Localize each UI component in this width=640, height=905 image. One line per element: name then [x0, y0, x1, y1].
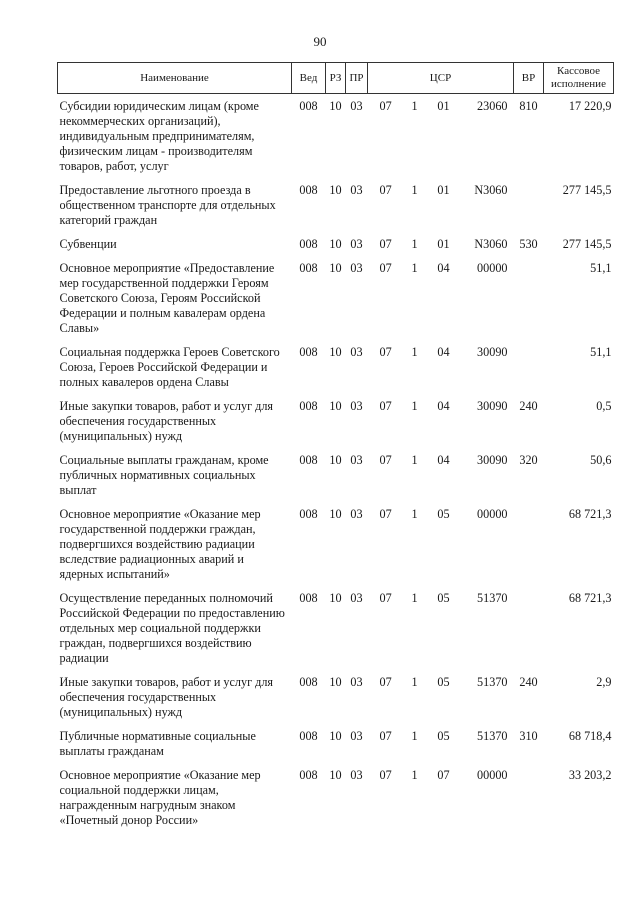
csr-code	[370, 99, 512, 114]
row-pr-cell: 03	[350, 399, 363, 413]
row-csr-cell	[368, 94, 514, 179]
table-row	[58, 178, 614, 232]
csr-code	[370, 237, 512, 252]
table-row	[58, 340, 614, 394]
csr-direction: 51370	[477, 675, 508, 689]
row-vr-cell: 240	[519, 399, 538, 413]
header-name: Наименование	[58, 63, 292, 94]
row-ved-cell: 008	[299, 453, 318, 467]
header-vr: ВР	[514, 63, 544, 94]
row-rz-cell: 10	[329, 768, 342, 782]
row-amount-cell: 68 721,3	[568, 591, 612, 605]
csr-code	[370, 183, 512, 198]
csr-event: 07	[437, 768, 450, 782]
row-amount-cell: 51,1	[590, 261, 612, 275]
row-ved-cell: 008	[299, 768, 318, 782]
csr-subprogram: 1	[411, 183, 418, 197]
row-pr-cell: 03	[350, 591, 363, 605]
csr-program: 07	[379, 399, 392, 413]
row-name-cell: Субсидии юридическим лицам (кроме некоммерческих организаций), индивидуальным предпринимателям, физическим лицам - производителям товаров, работ, услуг	[59, 99, 259, 173]
csr-event: 04	[437, 345, 450, 359]
table-row	[58, 232, 614, 256]
row-name-cell: Иные закупки товаров, работ и услуг для обеспечения государственных (муниципальных) нужд	[59, 675, 274, 719]
row-name-cell: Субвенции	[59, 237, 117, 251]
row-vr-cell	[514, 256, 544, 340]
csr-subprogram: 1	[411, 729, 418, 743]
row-csr-cell	[368, 763, 514, 832]
row-name-cell: Основное мероприятие «Предоставление мер государственной поддержки Героям Советского Союза, Героям Российской Федерации и полным кавалерам ордена Славы»	[59, 261, 275, 335]
table-row	[58, 448, 614, 502]
csr-subprogram: 1	[411, 345, 418, 359]
row-name-cell: Осуществление переданных полномочий Российской Федерации по предоставлению отдельных мер социальной поддержки граждан, подвергшихся воздействию радиации	[59, 591, 285, 665]
row-vr-cell	[514, 178, 544, 232]
table-row	[58, 502, 614, 586]
row-ved-cell: 008	[299, 399, 318, 413]
row-rz-cell: 10	[329, 729, 342, 743]
csr-program: 07	[379, 453, 392, 467]
row-vr-cell: 310	[519, 729, 538, 743]
row-rz-cell: 10	[329, 675, 342, 689]
table-header-row	[58, 63, 614, 94]
csr-direction: 30090	[477, 399, 508, 413]
row-pr-cell: 03	[350, 261, 363, 275]
row-pr-cell: 03	[350, 507, 363, 521]
table-row	[58, 670, 614, 724]
header-amount: Кассовое исполнение	[544, 63, 614, 94]
row-vr-cell: 240	[519, 675, 538, 689]
table-row	[58, 763, 614, 832]
row-vr-cell	[514, 586, 544, 670]
row-amount-cell: 33 203,2	[568, 768, 612, 782]
row-csr-cell	[368, 232, 514, 256]
row-csr-cell	[368, 670, 514, 724]
csr-code	[370, 345, 512, 360]
row-rz-cell: 10	[329, 99, 342, 113]
row-csr-cell	[368, 340, 514, 394]
csr-event: 04	[437, 399, 450, 413]
row-rz-cell: 10	[329, 345, 342, 359]
csr-subprogram: 1	[411, 591, 418, 605]
csr-subprogram: 1	[411, 261, 418, 275]
csr-subprogram: 1	[411, 453, 418, 467]
row-amount-cell: 51,1	[590, 345, 612, 359]
csr-event: 01	[437, 183, 450, 197]
csr-program: 07	[379, 345, 392, 359]
row-ved-cell: 008	[299, 183, 318, 197]
row-csr-cell	[368, 394, 514, 448]
row-rz-cell: 10	[329, 261, 342, 275]
table-row	[58, 94, 614, 179]
row-ved-cell: 008	[299, 591, 318, 605]
row-csr-cell	[368, 178, 514, 232]
csr-code	[370, 591, 512, 606]
row-rz-cell: 10	[329, 507, 342, 521]
csr-subprogram: 1	[411, 768, 418, 782]
csr-event: 05	[437, 675, 450, 689]
row-ved-cell: 008	[299, 237, 318, 251]
row-pr-cell: 03	[350, 99, 363, 113]
csr-direction: N3060	[474, 183, 508, 197]
page-number: 90	[313, 34, 327, 49]
row-ved-cell: 008	[299, 99, 318, 113]
row-ved-cell: 008	[299, 507, 318, 521]
row-pr-cell: 03	[350, 237, 363, 251]
row-csr-cell	[368, 724, 514, 763]
table-row	[58, 586, 614, 670]
csr-direction: N3060	[474, 237, 508, 251]
csr-program: 07	[379, 507, 392, 521]
table-row	[58, 724, 614, 763]
csr-event: 01	[437, 99, 450, 113]
csr-code	[370, 453, 512, 468]
csr-program: 07	[379, 183, 392, 197]
row-ved-cell: 008	[299, 345, 318, 359]
csr-program: 07	[379, 675, 392, 689]
csr-subprogram: 1	[411, 99, 418, 113]
budget-execution-table	[57, 62, 614, 832]
csr-event: 05	[437, 507, 450, 521]
csr-event: 04	[437, 453, 450, 467]
header-ved: Вед	[292, 63, 326, 94]
row-pr-cell: 03	[350, 183, 363, 197]
row-vr-cell	[514, 340, 544, 394]
row-name-cell: Основное мероприятие «Оказание мер государственной поддержки граждан, подвергшихся воздействию радиации вследствие радиационных аварий и ядерных испытаний»	[59, 507, 261, 581]
csr-direction: 30090	[477, 453, 508, 467]
table-row	[58, 394, 614, 448]
row-ved-cell: 008	[299, 675, 318, 689]
csr-program: 07	[379, 729, 392, 743]
row-amount-cell: 2,9	[596, 675, 612, 689]
csr-code	[370, 675, 512, 690]
csr-event: 05	[437, 729, 450, 743]
row-rz-cell: 10	[329, 399, 342, 413]
row-csr-cell	[368, 502, 514, 586]
csr-direction: 23060	[477, 99, 508, 113]
row-vr-cell: 530	[519, 237, 538, 251]
row-vr-cell: 810	[519, 99, 538, 113]
row-amount-cell: 277 145,5	[562, 183, 612, 197]
row-amount-cell: 68 721,3	[568, 507, 612, 521]
csr-subprogram: 1	[411, 507, 418, 521]
csr-code	[370, 729, 512, 744]
row-name-cell: Иные закупки товаров, работ и услуг для обеспечения государственных (муниципальных) нужд	[59, 399, 274, 443]
row-rz-cell: 10	[329, 591, 342, 605]
row-name-cell: Основное мероприятие «Оказание мер социальной поддержки лицам, награжденным нагрудным знаком «Почетный донор России»	[59, 768, 261, 827]
row-name-cell: Социальная поддержка Героев Советского Союза, Героев Российской Федерации и полных кавалеров ордена Славы	[59, 345, 280, 389]
csr-program: 07	[379, 591, 392, 605]
header-rz: РЗ	[326, 63, 346, 94]
row-pr-cell: 03	[350, 729, 363, 743]
csr-direction: 51370	[477, 591, 508, 605]
csr-code	[370, 507, 512, 522]
csr-program: 07	[379, 237, 392, 251]
row-amount-cell: 17 220,9	[568, 99, 612, 113]
row-csr-cell	[368, 586, 514, 670]
row-name-cell: Публичные нормативные социальные выплаты гражданам	[59, 729, 256, 758]
csr-direction: 00000	[477, 261, 508, 275]
csr-subprogram: 1	[411, 399, 418, 413]
csr-code	[370, 399, 512, 414]
csr-program: 07	[379, 99, 392, 113]
row-rz-cell: 10	[329, 183, 342, 197]
row-vr-cell	[514, 763, 544, 832]
csr-program: 07	[379, 261, 392, 275]
row-amount-cell: 50,6	[590, 453, 612, 467]
csr-code	[370, 768, 512, 783]
csr-direction: 51370	[477, 729, 508, 743]
row-name-cell: Социальные выплаты гражданам, кроме публичных нормативных социальных выплат	[59, 453, 269, 497]
header-pr: ПР	[346, 63, 368, 94]
row-ved-cell: 008	[299, 261, 318, 275]
row-rz-cell: 10	[329, 453, 342, 467]
csr-subprogram: 1	[411, 675, 418, 689]
row-name-cell: Предоставление льготного проезда в общественном транспорте для отдельных категорий граждан	[59, 183, 276, 227]
csr-code	[370, 261, 512, 276]
row-amount-cell: 0,5	[596, 399, 612, 413]
row-ved-cell: 008	[299, 729, 318, 743]
row-amount-cell: 277 145,5	[562, 237, 612, 251]
csr-subprogram: 1	[411, 237, 418, 251]
row-pr-cell: 03	[350, 675, 363, 689]
row-vr-cell	[514, 502, 544, 586]
csr-direction: 00000	[477, 768, 508, 782]
row-csr-cell	[368, 448, 514, 502]
row-csr-cell	[368, 256, 514, 340]
row-pr-cell: 03	[350, 345, 363, 359]
table-row	[58, 256, 614, 340]
csr-event: 04	[437, 261, 450, 275]
table-body	[58, 94, 614, 833]
csr-direction: 00000	[477, 507, 508, 521]
csr-direction: 30090	[477, 345, 508, 359]
header-csr: ЦСР	[368, 63, 514, 94]
csr-event: 05	[437, 591, 450, 605]
row-rz-cell: 10	[329, 237, 342, 251]
row-pr-cell: 03	[350, 768, 363, 782]
row-amount-cell: 68 718,4	[568, 729, 612, 743]
row-pr-cell: 03	[350, 453, 363, 467]
row-vr-cell: 320	[519, 453, 538, 467]
csr-event: 01	[437, 237, 450, 251]
csr-program: 07	[379, 768, 392, 782]
